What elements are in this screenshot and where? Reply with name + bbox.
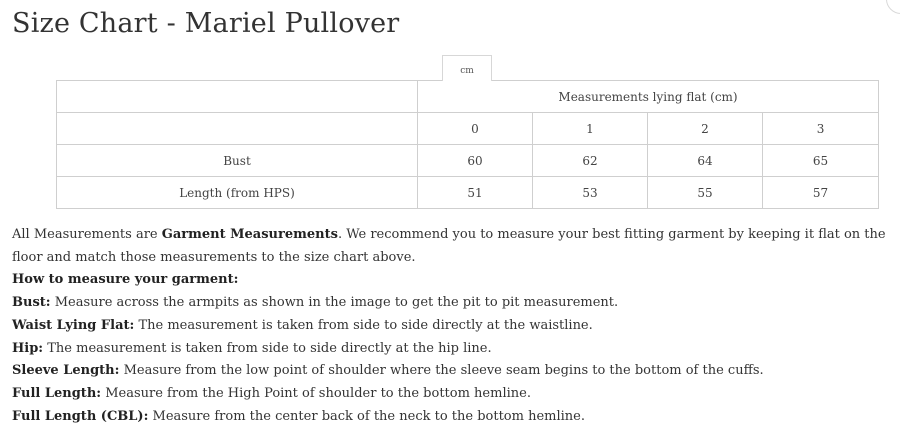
page-title: Size Chart - Mariel Pullover — [12, 8, 400, 39]
measure-item-cbl — [12, 406, 890, 429]
intro-paragraph — [12, 224, 890, 269]
measurement-description — [12, 224, 890, 428]
measure-term: Bust: — [12, 295, 51, 311]
size-header: 0 — [418, 113, 533, 145]
table-row — [57, 177, 879, 209]
measure-term: Sleeve Length: — [12, 363, 120, 379]
row-label: Bust — [57, 145, 418, 177]
close-button[interactable] — [886, 0, 900, 14]
intro-prefix: All Measurements are — [12, 227, 162, 242]
measure-item-sleeve — [12, 360, 890, 383]
table-cell: 60 — [418, 145, 533, 177]
measure-text: Measure from the High Point of shoulder to the bottom hemline. — [101, 385, 531, 401]
measure-text: The measurement is taken from side to side directly at the waistline. — [134, 317, 593, 333]
how-to-heading — [12, 269, 890, 292]
table-cell: 64 — [648, 145, 763, 177]
measure-text: The measurement is taken from side to side directly at the hip line. — [43, 340, 492, 356]
intro-bold: Garment Measurements — [161, 227, 338, 242]
table-cell: 51 — [418, 177, 533, 209]
table-cell: 57 — [763, 177, 879, 209]
measurements-header: Measurements lying flat (cm) — [418, 81, 879, 113]
intro-suffix: . We recommend you to measure your best fitting garment by keeping it flat on the floor and match those measurements to the size chart above. — [12, 227, 886, 265]
measure-item-hip — [12, 338, 890, 361]
table-empty-cell — [57, 113, 418, 145]
measure-text: Measure from the low point of shoulder where the sleeve seam begins to the bottom of the cuffs. — [119, 363, 764, 379]
table-cell: 62 — [533, 145, 648, 177]
size-chart-table — [56, 80, 879, 209]
table-cell: 53 — [533, 177, 648, 209]
measure-term: Full Length: — [12, 385, 102, 401]
measure-item-bust — [12, 292, 890, 315]
measure-term: Hip: — [12, 340, 44, 356]
measure-term: Full Length (CBL): — [12, 408, 149, 424]
table-corner-cell — [57, 81, 418, 113]
table-cell: 55 — [648, 177, 763, 209]
table-cell: 65 — [763, 145, 879, 177]
unit-tab-cm[interactable]: cm — [442, 55, 492, 81]
size-header: 1 — [533, 113, 648, 145]
how-to-heading-text: How to measure your garment: — [12, 272, 239, 288]
table-group-header-row — [57, 81, 879, 113]
measure-term: Waist Lying Flat: — [12, 317, 135, 333]
size-header: 3 — [763, 113, 879, 145]
measure-item-waist — [12, 315, 890, 338]
measure-text: Measure across the armpits as shown in the image to get the pit to pit measurement. — [50, 295, 619, 311]
measure-text: Measure from the center back of the neck to the bottom hemline. — [148, 408, 585, 424]
size-header: 2 — [648, 113, 763, 145]
row-label: Length (from HPS) — [57, 177, 418, 209]
table-size-header-row — [57, 113, 879, 145]
table-row — [57, 145, 879, 177]
measure-item-full-length — [12, 383, 890, 406]
